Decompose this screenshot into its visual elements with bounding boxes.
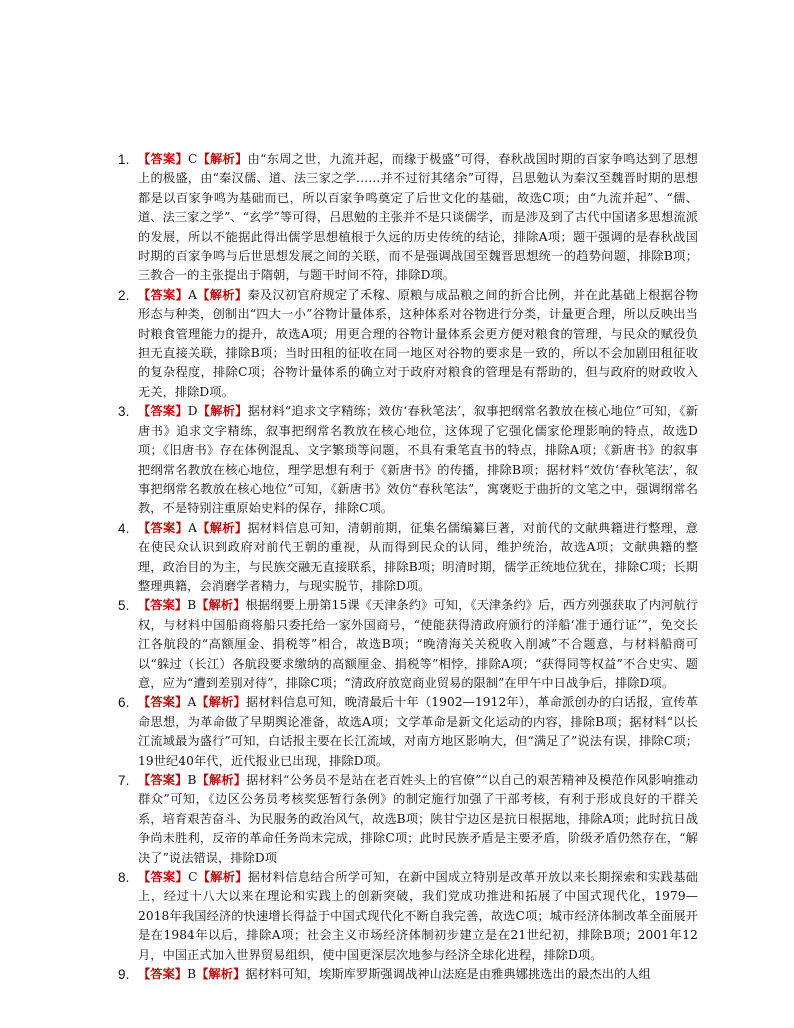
analysis-label: 【解析】 [196,773,247,787]
item-number: 9. [118,967,130,983]
analysis-text: 据材料“追求文字精练；效仿‘春秋笔法’，叙事把纲常名教放在核心地位”可知，《新唐书》追求文字精练，叙事把纲常名教放在核心地位，这体现了它强化儒家伦理影响的特点，故选D项；《旧唐书》存在体例混乱、文字繁琐等问题，不具有秉笔直书的特点，排除A项；《新唐书》的叙事把纲常名教放在核心地位，理学思想有利于《新唐书》的传播，排除B项；据材料“效仿‘春秋笔法’，叙事把纲常名教放在核心地位”可知，《新唐书》效仿“春秋笔法”，寓褒贬于曲折的文笔之中，强调纲常名教，不是特别注重原始史料的保存，排除C项。 [138,404,698,516]
answer-letter: A [188,520,198,535]
answer-item [118,286,698,402]
answer-item [118,965,698,984]
item-number: 4. [118,520,130,536]
analysis-label: 【解析】 [197,520,248,535]
answer-letter: D [187,404,198,419]
answer-label: 【答案】 [138,287,189,302]
answer-item [118,693,698,771]
item-number: 3. [118,404,130,420]
analysis-label: 【解析】 [196,967,246,982]
analysis-label: 【解析】 [196,598,246,613]
answer-label: 【答案】 [138,773,188,787]
answer-label: 【答案】 [138,404,188,419]
answer-letter: B [187,598,197,613]
answer-label: 【答案】 [138,967,188,982]
item-number: 5. [118,598,130,614]
answer-letter: C [188,152,198,166]
item-number: 6. [118,695,130,711]
answer-label: 【答案】 [138,520,189,535]
answer-item [118,771,698,868]
analysis-label: 【解析】 [196,695,246,710]
analysis-label: 【解析】 [197,152,248,166]
item-number: 8. [118,870,130,886]
answer-item [118,519,698,597]
analysis-text: 据材料可知，埃斯库罗斯强调战神山法庭是由雅典娜挑选出的最杰出的人组 [245,967,651,982]
answer-item [118,596,698,693]
answer-item [118,150,698,286]
analysis-text: 根据纲要上册第15课《天津条约》可知，《天津条约》后，西方列强获取了内河航行权，与材料中国船商将船只委托给一家外国商号，“使能获得清政府颁行的洋船‘准于通行证’”，免交长江各航段的“高额厘金、捐税等”相合，故选B项；“晚清海关关税收入削减”不合题意，与材料船商可以“躲过（长江）各航段要求缴纳的高额厘金、捐税等”相悖，排除A项；“获得同等权益”不合史实、题意，应为“遭到差别对待”，排除C项；“清政府放宽商业贸易的限制”在甲午中日战争后，排除D项。 [138,598,698,690]
analysis-text: 据材料信息可知，晚清最后十年（1902—1912年），革命派创办的白话报，宣传革命思想，为革命做了早期舆论准备，故选A项；文学革命是新文化运动的内容，排除B项；据材料“以长江流域最为盛行”可知，白话报主要在长江流域，对南方地区影响大，但“满足了”说法有误，排除C项；19世纪40年代，近代报业已出现，排除D项。 [138,695,698,768]
analysis-label: 【解析】 [197,870,248,885]
analysis-text: 秦及汉初官府规定了禾稼、原粮与成品粮之间的折合比例，并在此基础上根据谷物形态与种类，创制出“四大一小”谷物计量体系，这种体系对谷物进行分类，计量更合理，所以反映出当时粮食管理能力的提升，故选A项；用更合理的谷物计量体系会更方便对粮食的管理，与民众的赋役负担无直接关联，排除B项；当时田租的征收在同一地区对谷物的要求是一致的，所以不会加剧田租征收的复杂程度，排除C项；谷物计量体系的确立对于政府对粮食的管理是有帮助的，但与政府的财政收入无关，排除D项。 [138,287,698,399]
answer-label: 【答案】 [138,695,188,710]
answer-document [118,150,698,984]
answer-letter: B [187,773,197,787]
item-number: 7. [118,773,130,788]
answer-letter: A [187,695,197,710]
analysis-text: 据材料信息结合所学可知，在新中国成立特别是改革开放以来长期探索和实践基础上，经过十八大以来在理论和实践上的创新突破，我们党成功推进和拓展了中国式现代化，1979—2018年我国经济的快速增长得益于中国式现代化不断自我完善，故选C项；城市经济体制改革全面展开是在1984年以后，排除A项；社会主义市场经济体制初步建立是在21世纪初，排除B项；2001年12月，中国正式加入世界贸易组织，使中国更深层次地参与经济全球化进程，排除D项。 [138,870,698,962]
answer-item [118,868,698,965]
analysis-text: 由“东周之世，九流并起，而缘于极盛”可得，春秋战国时期的百家争鸣达到了思想上的极盛，由“秦汉儒、道、法三家之学……并不过衍其绪余”可得，吕思勉认为秦汉至魏晋时期的思想都是以百家争鸣为基础而已，所以百家争鸣奠定了后世文化的基础，故选C项；由“九流并起”、“儒、道、法三家之学”、“玄学”等可得，吕思勉的主张并不是只谈儒学，而是涉及到了古代中国诸多思想流派的发展，所以不能据此得出儒学思想植根于久远的历史传统的结论，排除A项；题干强调的是春秋战国时期的百家争鸣与后世思想发展之间的关联，而不是强调战国至魏晋思想统一的趋势问题，排除B项；三教合一的主张提出于隋朝，与题干时间不符，排除D项。 [138,152,698,283]
answer-letter: A [188,287,198,302]
item-number: 1. [118,152,130,167]
answer-letter: B [187,967,197,982]
analysis-label: 【解析】 [197,287,248,302]
analysis-text: 据材料信息可知，清朝前期，征集名儒编纂巨著，对前代的文献典籍进行整理，意在使民众认识到政府对前代王朝的重视，从而得到民众的认同，维护统治，故选A项；文献典籍的整理，政治目的为主，与民族交融无直接联系，排除B项；明清时期，儒学正统地位犹在，排除C项；长期整理典籍，会消磨学者精力，与现实脱节，排除D项。 [138,520,698,593]
answer-label: 【答案】 [138,152,188,166]
item-number: 2. [118,287,130,303]
answer-item [118,402,698,518]
answer-letter: C [188,870,198,885]
analysis-label: 【解析】 [197,404,248,419]
analysis-text: 据材料“公务员不是站在老百姓头上的官僚”“以自己的艰苦精神及模范作风影响推动群众”可知，《边区公务员考核奖惩暂行条例》的制定施行加强了干部考核，有利于形成良好的干群关系，培育艰苦奋斗、为民服务的政治风气，故选B项；陕甘宁边区是抗日根据地，排除A项；此时抗日战争尚未胜利，反帝的革命任务尚未完成，排除C项；此时民族矛盾是主要矛盾，阶级矛盾仍然存在，“解决了”说法错误，排除D项 [138,773,698,865]
answer-label: 【答案】 [138,870,189,885]
answer-label: 【答案】 [138,598,188,613]
